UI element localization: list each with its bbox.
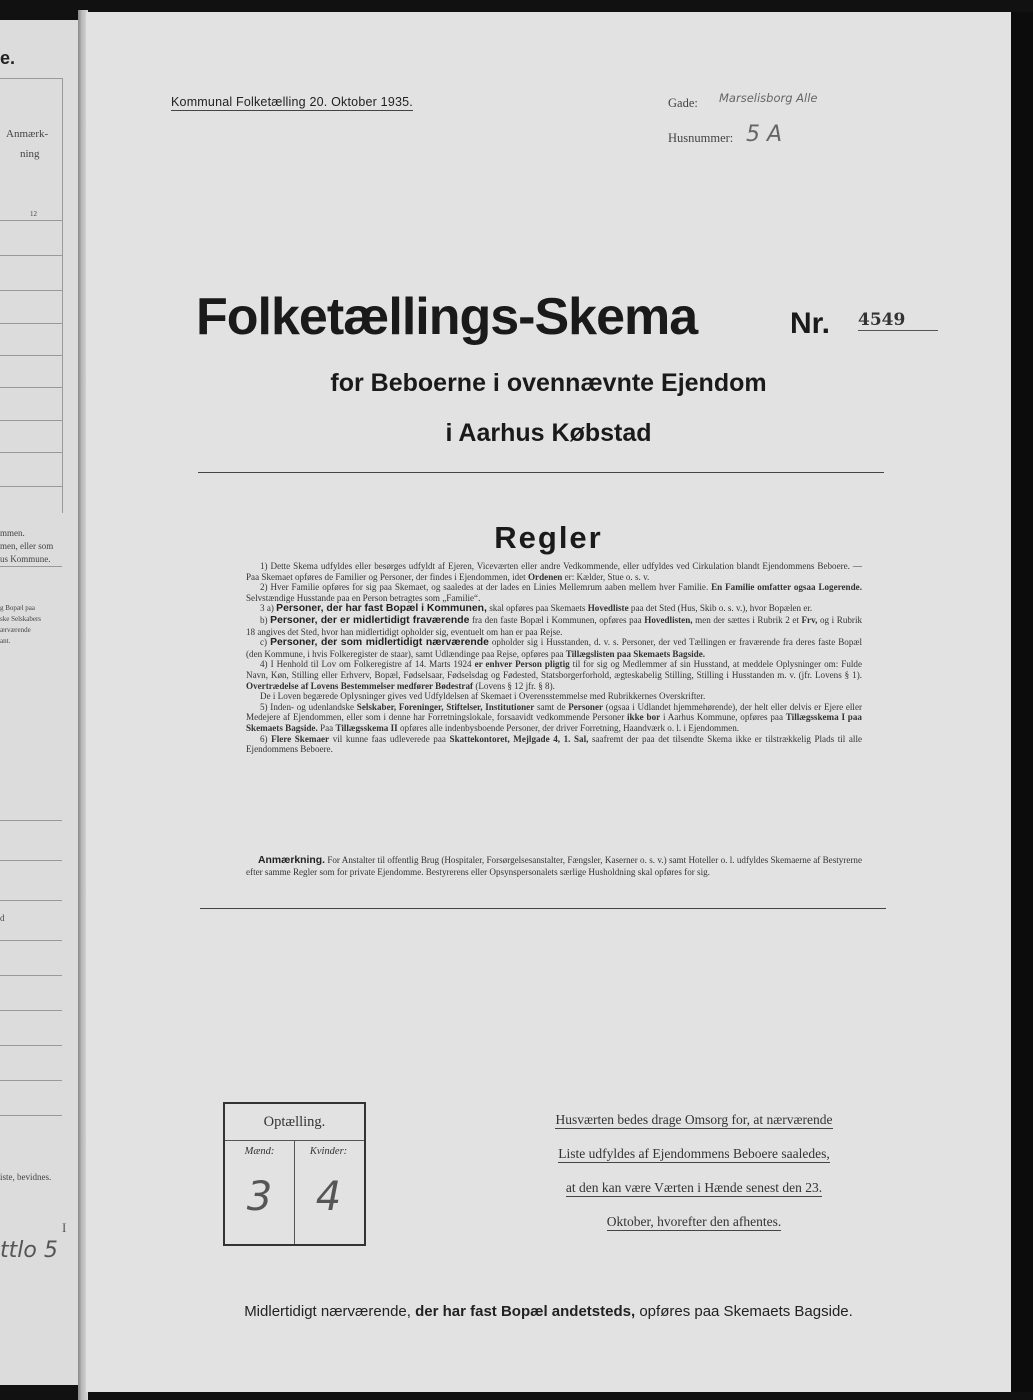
census-header: Kommunal Folketælling 20. Oktober 1935. <box>171 95 413 109</box>
divider <box>200 908 886 909</box>
rule-paragraph: De i Loven begærede Oplysninger gives ved Udfyldelsen af Skemaet i Overensstemmelse med Rubrikkernes Overskrifter. <box>260 691 706 702</box>
instruction-line: Husværten bedes drage Omsorg for, at nærværende <box>555 1112 833 1127</box>
left-rule <box>0 820 62 821</box>
left-page-fragment <box>0 20 78 1385</box>
left-fragment: Anmærk- <box>6 128 49 140</box>
left-rule <box>0 940 62 941</box>
rule-paragraph: 3 a) Personer, der har fast Bopæl i Kommunen, skal opføres paa Skemaets Hovedliste paa det Sted (Hus, Skib o. s. v.), hvor Bopælen er. <box>260 603 813 615</box>
left-fragment: ske Selskabers <box>0 615 42 623</box>
left-fragment: 12 <box>30 210 37 218</box>
landlord-instruction <box>526 1110 862 1246</box>
house-number-value: 5 A <box>746 122 783 147</box>
men-count: 3 <box>246 1174 273 1220</box>
left-fragment: g Bopæl paa <box>0 604 35 612</box>
women-count: 4 <box>315 1174 342 1220</box>
left-fragment: ant. <box>0 637 11 645</box>
census-form-page <box>86 12 1011 1392</box>
left-fragment: men, eller som <box>0 541 54 551</box>
left-rule <box>0 323 62 324</box>
form-number-stamp: 4549 <box>858 310 938 331</box>
left-fragment: ttlo 5 <box>0 1238 58 1263</box>
left-fragment: I <box>62 1220 67 1235</box>
street-label: Gade: <box>668 96 698 110</box>
rule-paragraph: 6) Flere Skemaer vil kunne faas udleverede paa Skattekontoret, Mejlgade 4, 1. Sal, saafremt der paa det tilsendte Skema ikke er tilstrækkelig Plads til alle Ejendommens Beboere. <box>246 733 863 755</box>
men-label: Mænd: <box>244 1146 275 1157</box>
left-rule <box>0 290 62 291</box>
annotation-text: For Anstalter til offentlig Brug (Hospitaler, Forsørgelsesanstalter, Fængsler, Kaserner o. s. v.) samt Hoteller o. l. udfyldes Skemaerne af Bestyrerne efter samme Regler som for private Ejendomme. Bestyrerens eller Opsynspersonalets særlige Husholdning skal opføres for sig. <box>246 855 863 877</box>
left-fragment: ning <box>20 148 40 160</box>
left-rule <box>0 255 62 256</box>
left-rule <box>0 566 62 567</box>
footer-note: Midlertidigt nærværende, der har fast Bopæl andetsteds, opføres paa Skemaets Bagside. <box>244 1303 853 1320</box>
left-fragment: iste, bevidnes. <box>0 1172 52 1182</box>
instruction-line: Liste udfyldes af Ejendommens Beboere saaledes, <box>558 1146 830 1161</box>
left-fragment: mmen. <box>0 528 25 538</box>
left-rule <box>0 420 62 421</box>
left-rule <box>0 78 62 79</box>
women-label: Kvinder: <box>309 1146 348 1157</box>
form-subtitle: for Beboerne i ovennævnte Ejendom <box>330 369 767 397</box>
left-rule <box>0 975 62 976</box>
rule-paragraph: 4) I Henhold til Lov om Folkeregistre af 14. Marts 1924 er enhver Person pligtig til for sig og Medlemmer af sin Husstand, at meddele Oplysninger om: Fulde Navn, Køn, Stilling eller Erhverv, Bopæl, Fødselsaar, Fødselsdag og Fødested, Statsborgerforhold, ægteskabelig Stilling, Stilling i Husstanden m. v. (jfr. Lovens § 1). Overtrædelse af Lovens Bestemmelser medfører Bødestraf (Lovens § 12 jfr. § 8). <box>246 659 862 691</box>
annotation-note <box>246 855 862 877</box>
left-fragment: us Kommune. <box>0 554 51 564</box>
left-rule <box>0 1045 62 1046</box>
form-number-label: Nr. <box>790 307 831 340</box>
left-fragment: d <box>0 913 5 923</box>
rule-paragraph: b) Personer, der er midlertidigt fraværende fra den faste Bopæl i Kommunen, opføres paa Hovedlisten, men der sættes i Rubrik 2 et Frv, og i Rubrik 18 angives det Sted, hvor han midlertidigt opholder sig, eventuelt om han er paa Rejse. <box>246 614 863 637</box>
form-subtitle-city: i Aarhus Købstad <box>445 419 652 447</box>
left-fragment: ærværende <box>0 626 31 634</box>
instruction-line: Oktober, hvorefter den afhentes. <box>606 1214 782 1229</box>
form-title: Folketællings-Skema <box>196 288 698 346</box>
left-rule <box>0 860 62 861</box>
left-rule <box>62 78 63 513</box>
rule-paragraph: c) Personer, der som midlertidigt nærværende opholder sig i Husstanden, d. v. s. Personer, der ved Tællingen er fraværende fra deres faste Bopæl (den Kommune, i hvis Folkeregister de staar), samt Udlændinge paa Rejse, opføres paa Tillægslisten paa Skemaets Bagside. <box>246 637 862 659</box>
instruction-line: at den kan være Værten i Hænde senest den 23. <box>565 1180 823 1195</box>
annotation-label: Anmærkning. <box>258 855 325 866</box>
left-rule <box>0 900 62 901</box>
count-title: Optælling. <box>225 1104 364 1141</box>
divider <box>198 472 884 473</box>
rule-paragraph: 1) Dette Skema udfyldes eller besørges udfyldt af Ejeren, Viceværten eller andre Vedkommende, eller udfyldes ved Cirkulation blandt Ejendommens Beboere. — Paa Skemaet opføres de Familier og Personer, der findes i Ejendommen, idet Ordenen er: Kælder, Stue o. s. v. <box>246 561 862 582</box>
rules-text <box>246 561 862 755</box>
left-rule <box>0 220 62 221</box>
left-rule <box>0 486 62 487</box>
right-page-edge <box>1011 12 1033 1392</box>
left-rule <box>0 1080 62 1081</box>
left-rule <box>0 452 62 453</box>
left-rule <box>0 1010 62 1011</box>
count-box <box>223 1102 366 1246</box>
house-number-label: Husnummer: <box>668 131 734 145</box>
left-rule <box>0 355 62 356</box>
rule-paragraph: 2) Hver Familie opføres for sig paa Skemaet, og saaledes at der lades en Linies Mellemrum aaben mellem hver Familie. En Familie omfatter ogsaa Logerende. Selvstændige Husstande paa en Person betragtes som „Familie“. <box>246 582 862 603</box>
rule-paragraph: 5) Inden- og udenlandske Selskaber, Foreninger, Stiftelser, Institutioner samt de Personer (ogsaa i Udlandet hjemmehørende), der helt eller delvis er Ejere eller Medejere af Ejendommen, eller som i denne har Forretningslokale, forsaavidt vedkommende Personer ikke bor i Aarhus Kommune, opføres paa Tillægsskema I paa Skemaets Bagside. Paa Tillægsskema II opføres alle indenbysboende Personer, der driver Forretning, Haandværk o. l. i Ejendommen. <box>246 701 863 733</box>
street-value: Marselisborg Alle <box>719 91 818 105</box>
left-rule <box>0 387 62 388</box>
left-rule <box>0 1115 62 1116</box>
rules-heading: Regler <box>494 520 603 555</box>
left-fragment: e. <box>0 48 16 68</box>
